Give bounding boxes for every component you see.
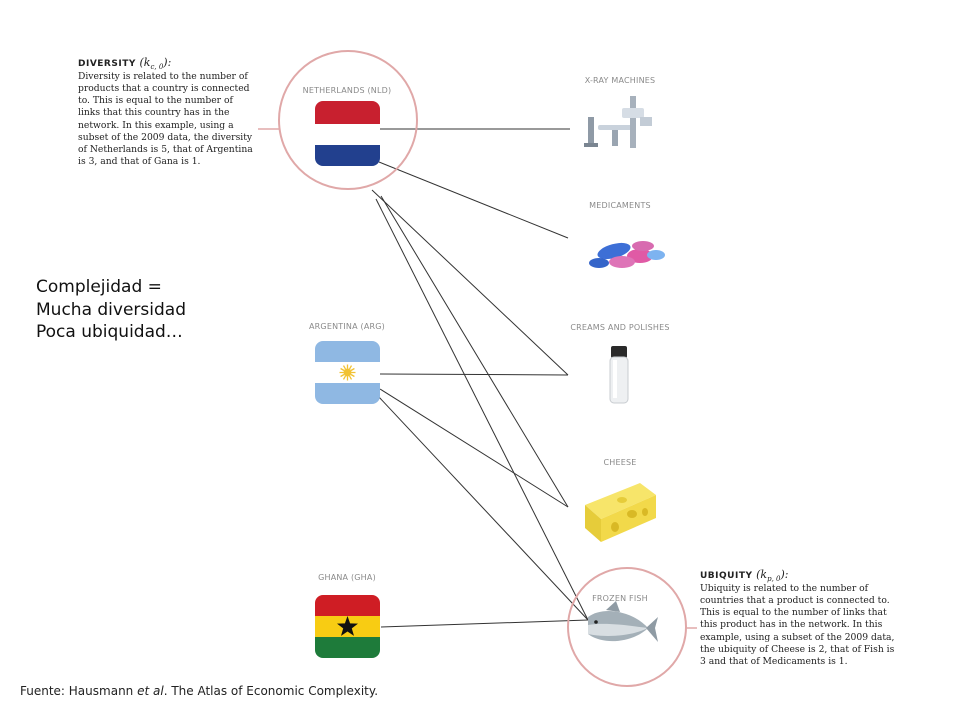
- xray-table-leg: [612, 130, 618, 146]
- diversity-line: network. In this example, using a: [78, 119, 234, 131]
- bottle-cap: [611, 346, 627, 358]
- fish-tail: [646, 617, 658, 642]
- diversity-line: is 3, and that of Gana is 1.: [78, 155, 201, 167]
- ubiquity-line: the ubiquity of Cheese is 2, that of Fish is: [700, 643, 895, 655]
- diversity-text: [78, 71, 258, 168]
- nld-red-stripe: [315, 101, 380, 124]
- arg-bottom-stripe: [315, 383, 380, 404]
- complexity-line-1: Complejidad =: [36, 277, 162, 297]
- xray-base: [584, 143, 598, 147]
- complexity-line-3: Poca ubiquidad…: [36, 322, 183, 342]
- product-label-meds: MEDICAMENTS: [589, 201, 651, 210]
- product-label-xray: X-RAY MACHINES: [584, 76, 656, 85]
- diversity-heading: DIVERSITY $(k_{c, 0})$:: [78, 56, 172, 72]
- xray-head: [622, 108, 644, 118]
- pill-blue-2: [589, 258, 609, 268]
- nld-blue-stripe: [315, 145, 380, 166]
- link-arg-fish: [378, 396, 588, 620]
- link-nld-meds: [379, 162, 568, 238]
- cheese-hole: [627, 510, 637, 518]
- medicaments-icon: [589, 240, 665, 268]
- link-nld-cheese: [381, 196, 568, 507]
- country-label-nld: NETHERLANDS (NLD): [302, 86, 392, 95]
- ubiquity-text: [700, 583, 910, 668]
- fish-eye: [594, 620, 598, 624]
- pill-pink-3: [632, 241, 654, 251]
- diversity-line: subset of the 2009 data, the diversity: [78, 131, 253, 143]
- pill-blue-3: [647, 250, 665, 260]
- complexity-line-2: Mucha diversidad: [36, 299, 186, 320]
- bottle-body: [610, 357, 628, 403]
- product-label-fish: FROZEN FISH: [592, 594, 648, 603]
- diversity-line: links that this country has in the: [78, 107, 230, 119]
- link-nld-fish: [376, 199, 588, 620]
- frozen-fish-icon: [588, 601, 658, 642]
- xray-column: [588, 117, 594, 145]
- country-label-gha: GHANA (GHA): [318, 573, 376, 582]
- cheese-hole: [642, 508, 648, 516]
- link-gha-fish: [381, 620, 588, 627]
- ubiquity-line: This is equal to the number of links that: [700, 607, 887, 619]
- ubiquity-info: [700, 568, 910, 668]
- source-citation: Fuente: Hausmann et al. The Atlas of Economic Complexity.: [20, 684, 379, 698]
- diversity-line: of Netherlands is 5, that of Argentina: [78, 143, 253, 155]
- arg-top-stripe: [315, 341, 380, 362]
- creams-bottle-icon: [610, 346, 628, 403]
- cheese-hole: [611, 522, 619, 532]
- argentina-flag: [315, 341, 380, 404]
- xray-machine-icon: [584, 96, 652, 148]
- gha-green-stripe: [315, 637, 380, 658]
- ubiquity-line: Ubiquity is related to the number of: [700, 583, 869, 595]
- xray-table: [598, 125, 634, 130]
- link-nld-creams: [372, 190, 568, 375]
- nld-white-stripe: [315, 124, 380, 145]
- diversity-line: products that a country is connected: [78, 83, 250, 95]
- product-label-cheese: CHEESE: [603, 458, 637, 467]
- diversity-symbol: $(k_{c, 0})$:: [139, 56, 172, 72]
- ubiquity-symbol: $(k_{p, 0})$:: [756, 568, 789, 584]
- diversity-line: to. This is equal to the number of: [78, 95, 233, 107]
- bottle-shine: [613, 360, 617, 398]
- ubiquity-line: 3 and that of Medicaments is 1.: [700, 655, 848, 667]
- link-arg-creams: [380, 374, 568, 375]
- arg-sun: [344, 369, 352, 377]
- complexity-text: [36, 276, 186, 344]
- product-label-creams: CREAMS AND POLISHES: [570, 323, 670, 332]
- gha-red-stripe: [315, 595, 380, 616]
- diversity-info: [78, 56, 258, 168]
- xray-arm: [630, 96, 636, 148]
- ghana-flag: [315, 595, 380, 658]
- pill-pink-2: [609, 256, 635, 268]
- cheese-icon: [585, 483, 656, 542]
- ubiquity-heading: UBIQUITY $(k_{p, 0})$:: [700, 568, 789, 584]
- diversity-line: Diversity is related to the number of: [78, 71, 248, 83]
- netherlands-flag: [315, 101, 380, 166]
- ubiquity-line: countries that a product is connected to.: [700, 595, 890, 607]
- country-label-arg: ARGENTINA (ARG): [309, 322, 385, 331]
- link-arg-cheese: [380, 389, 568, 507]
- xray-panel: [640, 117, 652, 126]
- ubiquity-line: this product has in the network. In this: [700, 619, 883, 631]
- cheese-hole: [617, 497, 627, 503]
- ubiquity-line: example, using a subset of the 2009 data,: [700, 631, 895, 643]
